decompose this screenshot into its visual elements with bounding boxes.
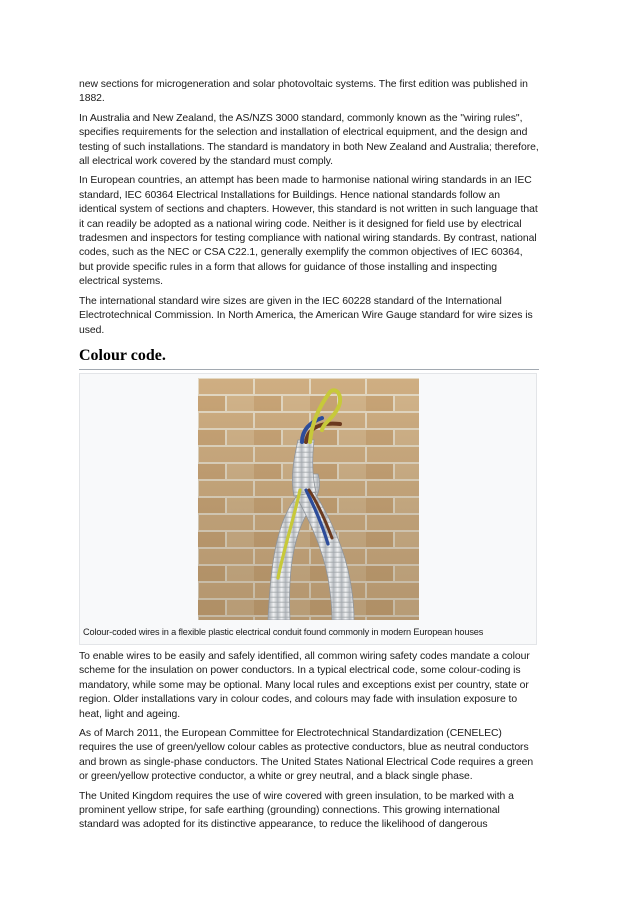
figure-colour-coded-wires <box>79 373 537 645</box>
paragraph-colour-identification: To enable wires to be easily and safely identified, all common wiring safety codes mandate a colour scheme for the insulation on power conductors. In a typical electrical code, some colour-coding is mandatory, while some may be optional. Many local rules and exceptions exist per country, state or region. Older installations vary in colour codes, and colours may fade with insulation exposure to heat, light and ageing. <box>79 650 530 720</box>
paragraph-australia-nz: In Australia and New Zealand, the AS/NZS 3000 standard, commonly known as the "wiring rules", specifies requirements for the selection and installation of electrical equipment, and the design and testing of such installations. The standard is mandatory in both New Zealand and Australia; therefore, all electrical work covered by the standard must comply. <box>79 112 539 168</box>
paragraph-european-countries: In European countries, an attempt has been made to harmonise national wiring standards in an IEC standard, IEC 60364 Electrical Installations for Buildings. Hence national standards follow an identical system of sections and chapters. However, this standard is not written in such language that it can readily be adopted as a national wiring code. Neither is it designed for field use by electrical tradesmen and inspectors for testing compliance with national wiring standards. By contrast, national codes, such as the NEC or CSA C22.1, generally exemplify the common objectives of IEC 60364, but provide specific rules in a form that allows for guidance of those installing and inspecting electrical systems. <box>79 175 538 288</box>
paragraph-united-kingdom: The United Kingdom requires the use of wire covered with green insulation, to be marked with a prominent yellow stripe, for safe earthing (grounding) connections. This growing international standard was adopted for its distinctive appearance, to reduce the likelihood of dangerous <box>79 790 514 831</box>
document-page <box>79 78 539 838</box>
paragraph-first-edition: new sections for microgeneration and solar photovoltaic systems. The first edition was published in 1882. <box>79 79 528 105</box>
section-heading-colour-code: Colour code. <box>79 347 539 370</box>
wires-photo <box>198 378 419 620</box>
figure-caption: Colour-coded wires in a flexible plastic electrical conduit found commonly in modern European houses <box>83 626 484 637</box>
paragraph-cenelec: As of March 2011, the European Committee for Electrotechnical Standardization (CENELEC) requires the use of green/yellow colour cables as protective conductors, blue as neutral conductors and brown as single-phase conductors. The United States National Electrical Code requires a green or green/yellow protective conductor, a white or grey neutral, and a black single phase. <box>79 727 534 783</box>
conduit-top <box>292 440 316 496</box>
paragraph-wire-sizes: The international standard wire sizes are given in the IEC 60228 standard of the International Electrotechnical Commission. In North America, the American Wire Gauge standard for wire sizes is used. <box>79 295 533 336</box>
